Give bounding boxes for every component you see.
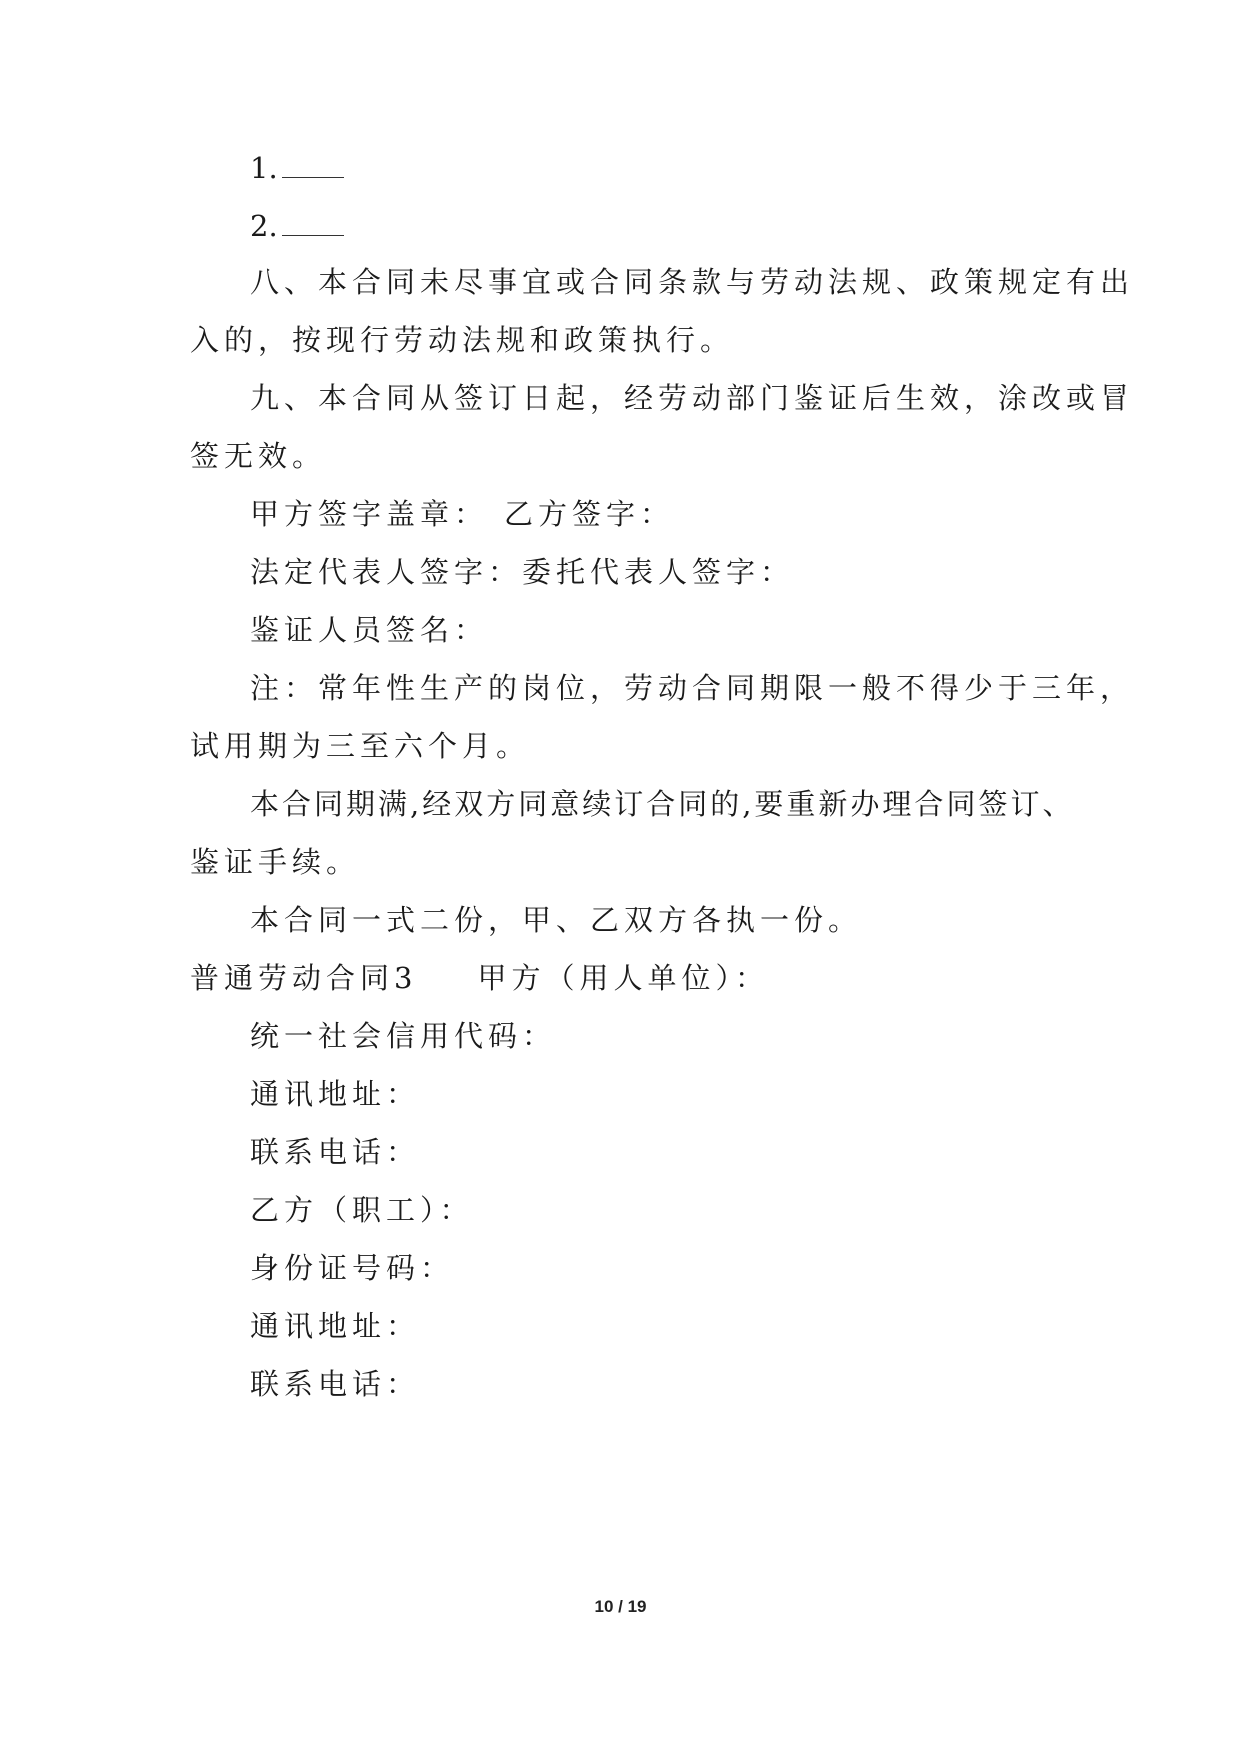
- paragraph-8-line-1: 八、本合同未尽事宜或合同条款与劳动法规、政策规定有出: [250, 265, 1135, 299]
- id-number-label: 身份证号码：: [250, 1251, 455, 1285]
- page-number: 10 / 19: [594, 1597, 647, 1616]
- section-title: 普通劳动合同3: [190, 961, 418, 995]
- renewal-line-1: 本合同期满,经双方同意续订合同的,要重新办理合同签订、: [250, 787, 1075, 821]
- blank-field: [282, 153, 344, 178]
- list-item-2: [250, 208, 344, 244]
- blank-field: [282, 211, 344, 236]
- party-b-phone-label: 联系电话：: [250, 1367, 421, 1401]
- signature-line-verifier: 鉴证人员签名：: [250, 613, 489, 647]
- party-a-phone-label: 联系电话：: [250, 1135, 421, 1169]
- party-b-label: 乙方（职工）：: [250, 1193, 474, 1227]
- copies-paragraph: 本合同一式二份，甲、乙双方各执一份。: [250, 903, 863, 937]
- credit-code-label: 统一社会信用代码：: [250, 1019, 557, 1053]
- signature-line-parties: [250, 496, 674, 532]
- paragraph-9-line-2: 签无效。: [190, 439, 327, 473]
- note-line-2: 试用期为三至六个月。: [190, 729, 531, 763]
- paragraph-8-line-2: 入的，按现行劳动法规和政策执行。: [190, 323, 735, 357]
- party-a-signature-label: 甲方签字盖章：: [250, 497, 489, 531]
- party-a-address-label: 通讯地址：: [250, 1077, 421, 1111]
- paragraph-9-line-1: 九、本合同从签订日起，经劳动部门鉴证后生效，涂改或冒: [250, 381, 1135, 415]
- list-item-number: 2.: [250, 209, 278, 243]
- list-item-number: 1.: [250, 151, 278, 185]
- signature-line-representatives: 法定代表人签字：委托代表人签字：: [250, 555, 795, 589]
- note-line-1: 注：常年性生产的岗位，劳动合同期限一般不得少于三年，: [250, 671, 1135, 705]
- party-b-address-label: 通讯地址：: [250, 1309, 421, 1343]
- renewal-line-2: 鉴证手续。: [190, 845, 361, 879]
- party-b-signature-label: 乙方签字：: [504, 497, 675, 531]
- list-item-1: [250, 150, 344, 186]
- party-a-label: 甲方（用人单位）：: [477, 961, 769, 995]
- section-heading-line: [190, 960, 769, 996]
